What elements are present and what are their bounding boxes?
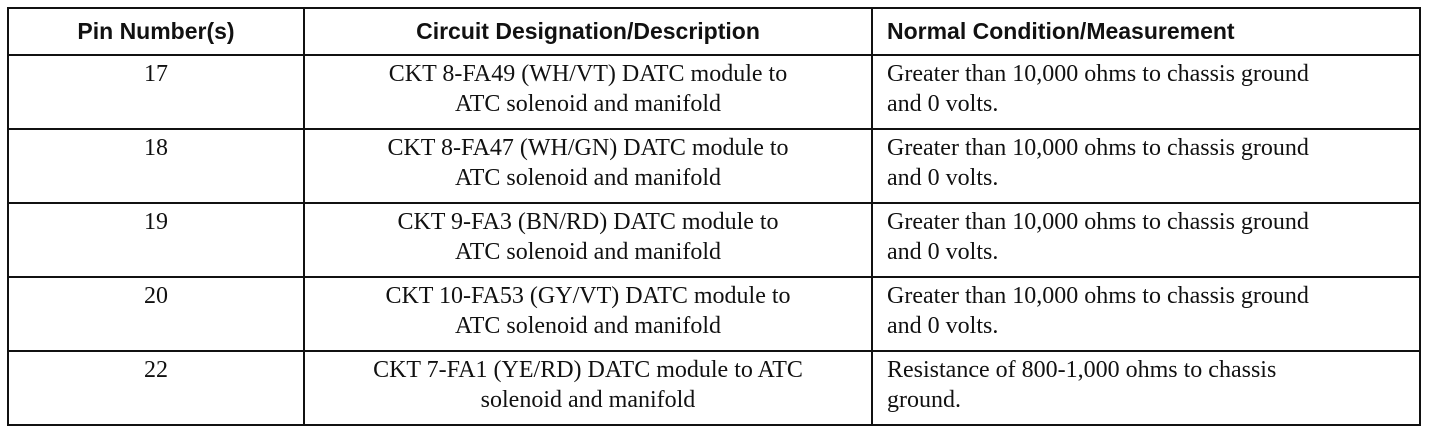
condition-line: and 0 volts. xyxy=(887,91,999,117)
pin-number-cell: 18 xyxy=(8,129,304,203)
normal-condition-cell xyxy=(872,129,1420,203)
circuit-description-cell xyxy=(304,129,872,203)
circuit-line: CKT 7-FA1 (YE/RD) DATC module to ATC xyxy=(373,357,803,383)
pin-measurement-table xyxy=(7,7,1421,426)
circuit-description-cell xyxy=(304,55,872,129)
condition-line: Greater than 10,000 ohms to chassis ground xyxy=(887,283,1309,309)
normal-condition-cell xyxy=(872,277,1420,351)
pin-number-cell: 22 xyxy=(8,351,304,425)
pin-number-cell: 19 xyxy=(8,203,304,277)
pin-number-cell: 17 xyxy=(8,55,304,129)
header-row xyxy=(8,8,1420,55)
condition-line: and 0 volts. xyxy=(887,239,999,265)
circuit-line: CKT 9-FA3 (BN/RD) DATC module to xyxy=(397,209,779,235)
header-circuit-designation: Circuit Designation/Description xyxy=(304,8,872,55)
table-body xyxy=(8,55,1420,425)
condition-line: and 0 volts. xyxy=(887,165,999,191)
circuit-line: solenoid and manifold xyxy=(480,387,696,413)
condition-line: and 0 volts. xyxy=(887,313,999,339)
table-row xyxy=(8,129,1420,203)
condition-line: Greater than 10,000 ohms to chassis ground xyxy=(887,135,1309,161)
table-header xyxy=(8,8,1420,55)
circuit-line: ATC solenoid and manifold xyxy=(455,91,721,117)
table-row xyxy=(8,277,1420,351)
circuit-description-cell xyxy=(304,351,872,425)
header-normal-condition: Normal Condition/Measurement xyxy=(872,8,1420,55)
circuit-line: CKT 8-FA49 (WH/VT) DATC module to xyxy=(388,61,788,87)
circuit-description-cell xyxy=(304,203,872,277)
normal-condition-cell xyxy=(872,203,1420,277)
table-row xyxy=(8,55,1420,129)
condition-line: Resistance of 800-1,000 ohms to chassis xyxy=(887,357,1277,383)
circuit-line: ATC solenoid and manifold xyxy=(455,239,721,265)
header-pin-number: Pin Number(s) xyxy=(8,8,304,55)
normal-condition-cell xyxy=(872,55,1420,129)
circuit-line: ATC solenoid and manifold xyxy=(455,313,721,339)
condition-line: Greater than 10,000 ohms to chassis ground xyxy=(887,61,1309,87)
table-row xyxy=(8,351,1420,425)
condition-line: ground. xyxy=(887,387,961,413)
pin-number-cell: 20 xyxy=(8,277,304,351)
table-row xyxy=(8,203,1420,277)
circuit-line: CKT 8-FA47 (WH/GN) DATC module to xyxy=(387,135,789,161)
circuit-line: CKT 10-FA53 (GY/VT) DATC module to xyxy=(385,283,791,309)
normal-condition-cell xyxy=(872,351,1420,425)
circuit-line: ATC solenoid and manifold xyxy=(455,165,721,191)
condition-line: Greater than 10,000 ohms to chassis ground xyxy=(887,209,1309,235)
circuit-description-cell xyxy=(304,277,872,351)
